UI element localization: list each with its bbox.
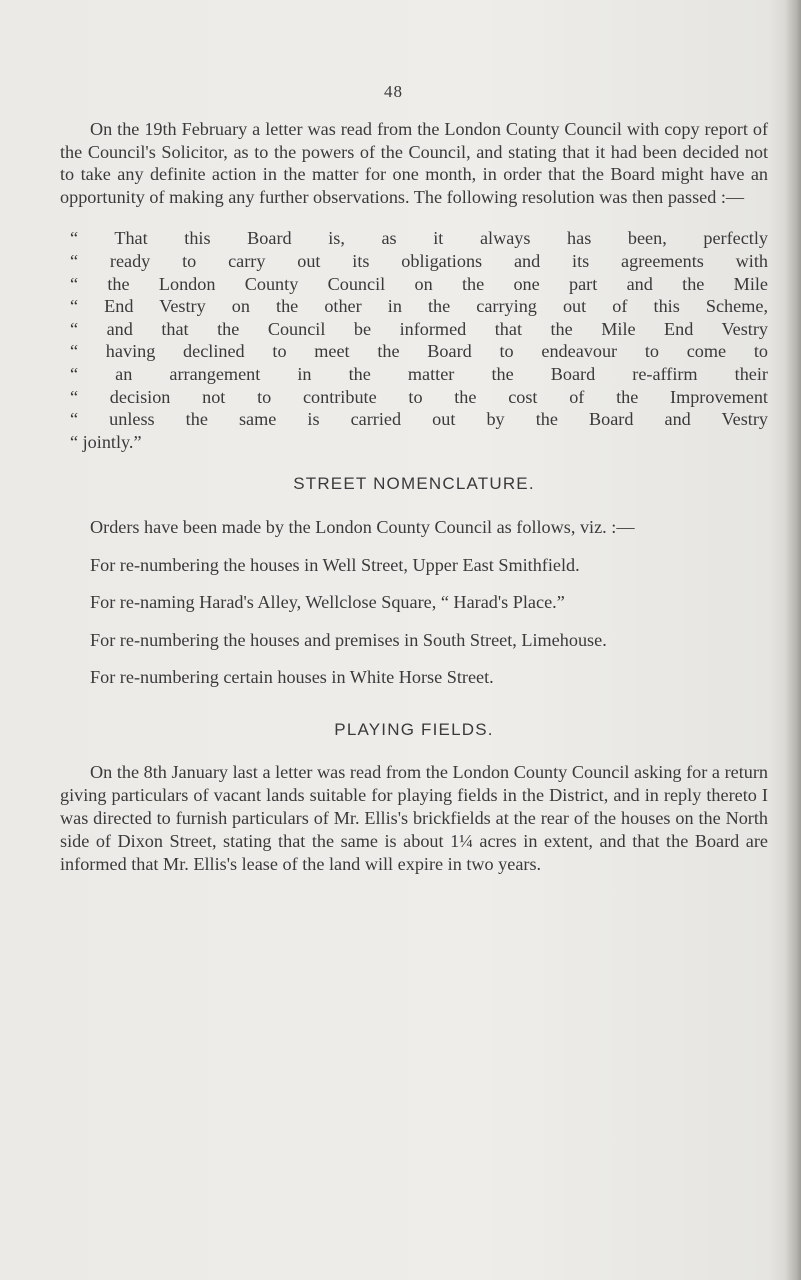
resolution-line: “ and that the Council be informed that the Mile End Vestry (70, 318, 768, 339)
intro-paragraph: On the 19th February a letter was read from the London County Council with copy report of the Council's Solicitor, as to the powers of the Council, and stating that it had been decided not to take any definite action in the matter for one month, in order that the Board might have an opportunity of making any further observations. The following resolution was then passed :— (60, 119, 768, 207)
resolution-line: “ an arrangement in the matter the Board re-affirm their (70, 363, 768, 384)
order-item: For re-naming Harad's Alley, Wellclose Square, “ Harad's Place.” (90, 592, 565, 613)
resolution-line: “ ready to carry out its obligations and its agreements with (70, 250, 768, 271)
page-content (60, 118, 768, 875)
resolution-line: “ the London County Council on the one part and the Mile (70, 273, 768, 294)
board-resolution-quote (60, 227, 768, 453)
binding-shadow (785, 0, 801, 1280)
page-number: 48 (384, 82, 403, 101)
street-nomenclature-heading: STREET NOMENCLATURE. (293, 474, 535, 494)
resolution-line: “ That this Board is, as it always has been, perfectly (70, 228, 768, 249)
order-item: For re-numbering the houses and premises in South Street, Limehouse. (90, 629, 607, 650)
resolution-line: “ jointly.” (70, 431, 142, 452)
resolution-line: “ unless the same is carried out by the Board and Vestry (70, 409, 768, 430)
playing-fields-heading: PLAYING FIELDS. (334, 719, 494, 739)
street-nomenclature-intro: Orders have been made by the London County Council as follows, viz. :— (90, 516, 635, 537)
order-item: For re-numbering certain houses in White Horse Street. (90, 667, 494, 688)
resolution-line: “ End Vestry on the other in the carrying out of this Scheme, (70, 296, 768, 317)
playing-fields-paragraph: On the 8th January last a letter was read from the London County Council asking for a return giving particulars of vacant lands suitable for playing fields in the District, and in reply thereto I was directed to furnish particulars of Mr. Ellis's brickfields at the rear of the houses on the North side of Dixon Street, stating that the same is about 1¼ acres in extent, and that the Board are informed that Mr. Ellis's lease of the land will expire in two years. (60, 762, 768, 874)
order-item: For re-numbering the houses in Well Street, Upper East Smithfield. (90, 554, 580, 575)
resolution-line: “ having declined to meet the Board to endeavour to come to (70, 341, 768, 362)
resolution-line: “ decision not to contribute to the cost of the Improvement (70, 386, 768, 407)
